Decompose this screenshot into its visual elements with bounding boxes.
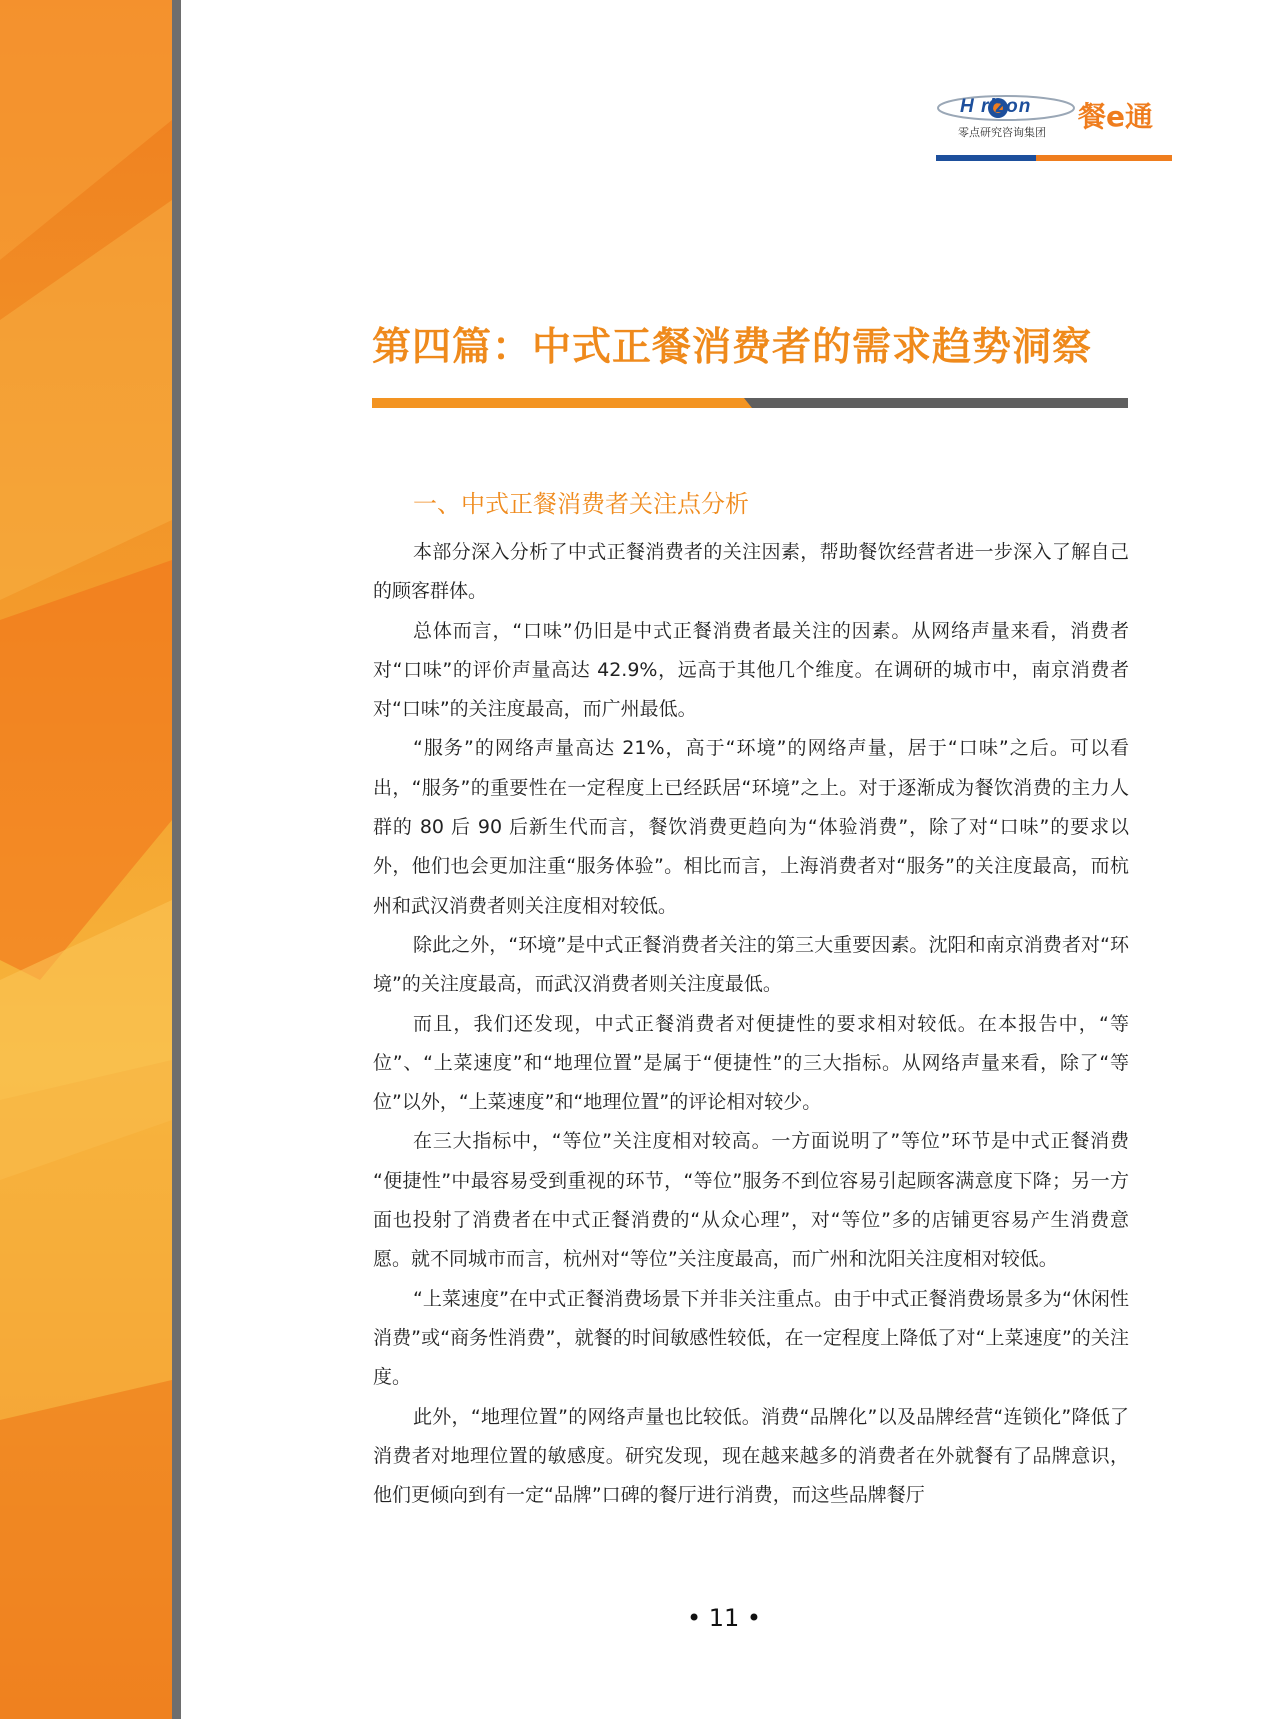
- paragraph: 而且，我们还发现，中式正餐消费者对便捷性的要求相对较低。在本报告中，“等位”、“上菜速度”和“地理位置”是属于“便捷性”的三大指标。从网络声量来看，除了“等位”以外，“上菜速度”和“地理位置”的评论相对较少。: [373, 1012, 1129, 1114]
- paragraph: 本部分深入分析了中式正餐消费者的关注因素，帮助餐饮经营者进一步深入了解自己的顾客群体。: [373, 541, 1129, 603]
- paragraph: 总体而言，“口味”仍旧是中式正餐消费者最关注的因素。从网络声量来看，消费者对“口味”的评价声量高达 42.9%，远高于其他几个维度。在调研的城市中，南京消费者对“口味”的关注度最高，而广州最低。: [373, 619, 1129, 721]
- paragraph: “上菜速度”在中式正餐消费场景下并非关注重点。由于中式正餐消费场景多为“休闲性消费”或“商务性消费”，就餐的时间敏感性较低，在一定程度上降低了对“上菜速度”的关注度。: [373, 1287, 1129, 1389]
- page-number-row: [0, 1604, 1276, 1632]
- chapter-title: 第四篇：中式正餐消费者的需求趋势洞察: [372, 324, 1093, 370]
- title-underline-rule: [372, 398, 1128, 408]
- logo-underline-bar: [936, 155, 1172, 161]
- section-heading: 一、中式正餐消费者关注点分析: [413, 490, 749, 518]
- paragraph: 在三大指标中，“等位”关注度相对较高。一方面说明了”等位”环节是中式正餐消费 “便捷性”中最容易受到重视的环节，“等位”服务不到位容易引起顾客满意度下降；另一方面也投射了消费者在中式正餐消费的“从众心理”，对“等位”多的店铺更容易产生消费意愿。就不同城市而言，杭州对“等位”关注度最高，而广州和沈阳关注度相对较低。: [373, 1130, 1129, 1271]
- logo-wordmark: H rizon: [960, 96, 1032, 117]
- decorative-side-band: [0, 0, 172, 1719]
- side-band-pattern: [0, 0, 172, 1719]
- paragraph: 此外，“地理位置”的网络声量也比较低。消费“品牌化”以及品牌经营“连锁化”降低了消费者对地理位置的敏感度。研究发现，现在越来越多的消费者在外就餐有了品牌意识，他们更倾向到有一定“品牌”口碑的餐厅进行消费，而这些品牌餐厅: [373, 1405, 1129, 1507]
- paragraph: 除此之外，“环境”是中式正餐消费者关注的第三大重要因素。沈阳和南京消费者对“环境”的关注度最高，而武汉消费者则关注度最低。: [373, 933, 1129, 996]
- logo-subtitle: 零点研究咨询集团: [958, 126, 1046, 139]
- logo-brand-cn: 餐e通: [1078, 100, 1153, 133]
- side-band-edge: [172, 0, 181, 1719]
- paragraph: “服务”的网络声量高达 21%，高于“环境”的网络声量，居于“口味”之后。可以看出，“服务”的重要性在一定程度上已经跃居“环境”之上。对于逐渐成为餐饮消费的主力人群的 80 后 90 后新生代而言，餐饮消费更趋向为“体验消费”，除了对“口味”的要求以外，他们也会更加注重“服务体验”。相比而言，上海消费者对“服务”的关注度最高，而杭州和武汉消费者则关注度相对较低。: [373, 737, 1129, 917]
- page-number: • 11 •: [686, 1604, 762, 1632]
- body-text: [373, 533, 1129, 1515]
